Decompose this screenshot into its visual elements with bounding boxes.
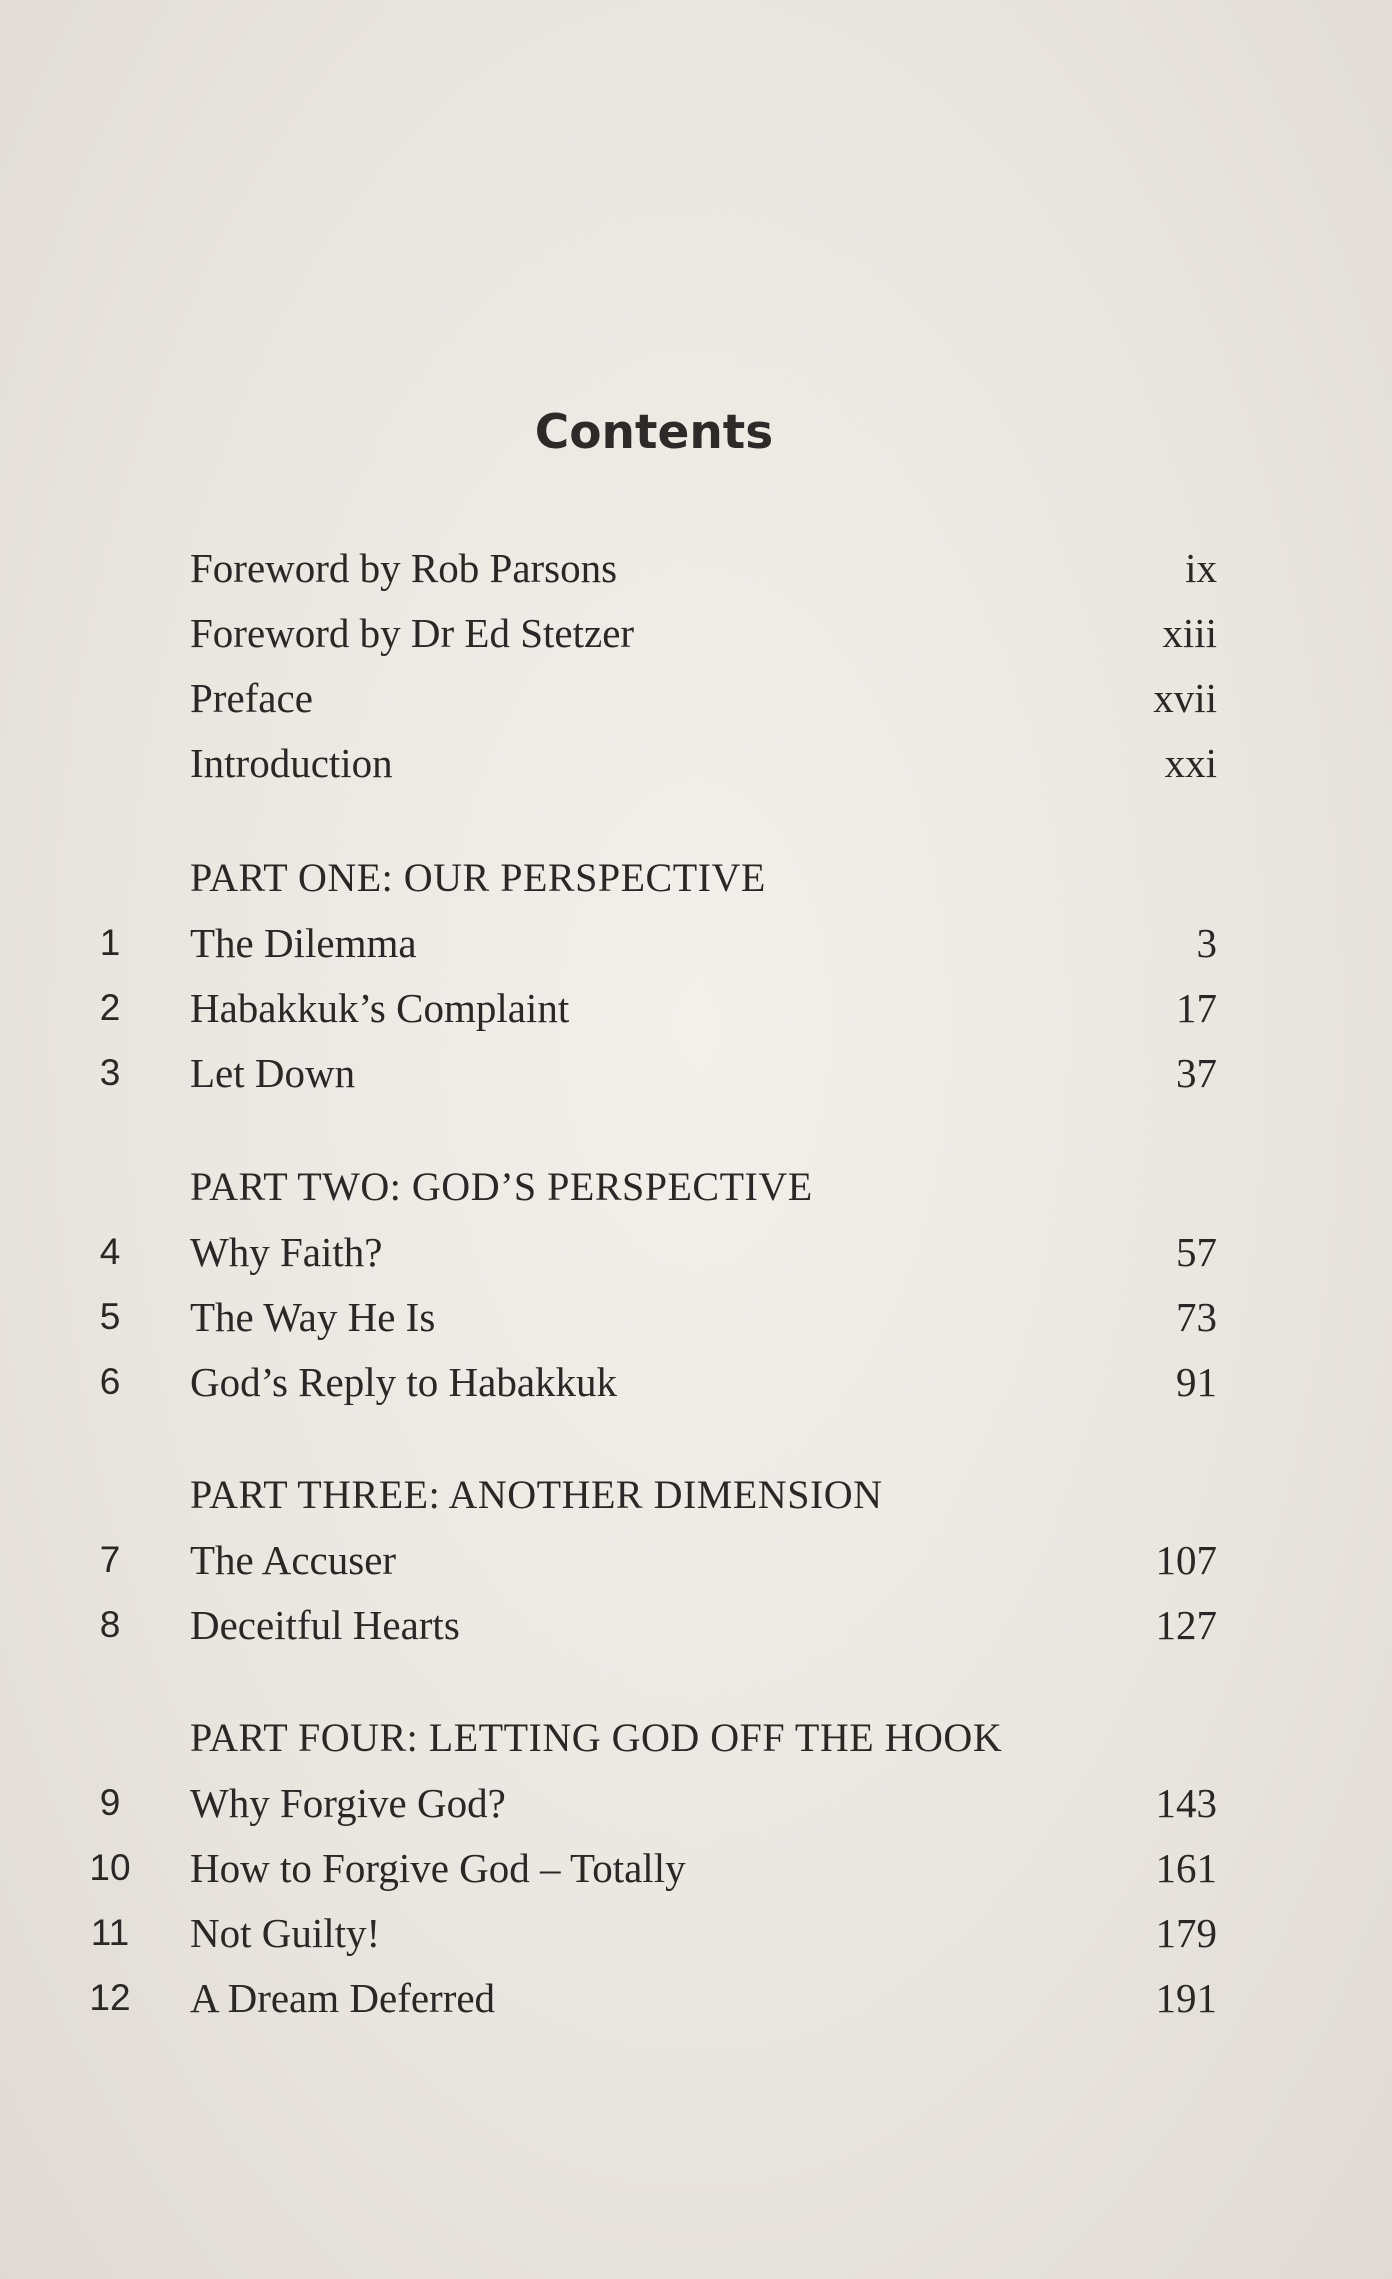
chapter-number: 5: [99, 1296, 121, 1337]
chapter-page: 73: [1176, 1294, 1217, 1340]
toc-entry-preface: [0, 668, 1392, 728]
toc-chapter-row: [0, 1773, 1392, 1833]
toc-chapter-row: [0, 978, 1392, 1038]
chapter-number: 3: [99, 1052, 121, 1093]
part-heading-three: PART THREE: ANOTHER DIMENSION: [190, 1472, 883, 1517]
toc-chapter-row: [0, 1838, 1392, 1898]
toc-entry-page: ix: [1185, 545, 1217, 591]
toc-chapter-row: [0, 1595, 1392, 1655]
part-heading-two: PART TWO: GOD’S PERSPECTIVE: [190, 1164, 813, 1209]
chapter-number: 7: [99, 1539, 121, 1580]
chapter-page: 17: [1176, 985, 1217, 1031]
chapter-title: Not Guilty!: [190, 1910, 381, 1956]
chapter-number: 11: [90, 1912, 130, 1953]
chapter-title: A Dream Deferred: [190, 1975, 496, 2021]
toc-chapter-row: [0, 913, 1392, 973]
chapter-page: 127: [1155, 1602, 1217, 1648]
page-title: Contents: [534, 405, 774, 460]
chapter-number: 4: [99, 1231, 121, 1272]
chapter-title: Habakkuk’s Complaint: [190, 985, 570, 1031]
chapter-number: 9: [99, 1782, 121, 1823]
chapter-page: 179: [1155, 1910, 1217, 1956]
toc-entry-foreword-stetzer: [0, 603, 1392, 663]
toc-entry-label: Introduction: [190, 740, 393, 786]
chapter-number: 12: [89, 1977, 131, 2018]
chapter-title: Deceitful Hearts: [190, 1602, 460, 1648]
chapter-page: 3: [1196, 920, 1217, 966]
chapter-number: 8: [99, 1604, 121, 1645]
toc-chapter-row: [0, 1530, 1392, 1590]
toc-entry-label: Preface: [190, 675, 313, 721]
chapter-title: The Dilemma: [190, 920, 417, 966]
chapter-page: 37: [1176, 1050, 1217, 1096]
part-heading-one: PART ONE: OUR PERSPECTIVE: [190, 855, 766, 900]
chapter-title: How to Forgive God – Totally: [190, 1845, 686, 1891]
toc-chapter-row: [0, 1352, 1392, 1412]
chapter-page: 191: [1155, 1975, 1217, 2021]
chapter-title: The Accuser: [190, 1537, 397, 1583]
chapter-title: Why Forgive God?: [190, 1780, 506, 1826]
chapter-title: Why Faith?: [190, 1229, 383, 1275]
chapter-title: Let Down: [190, 1050, 356, 1096]
toc-entry-page: xxi: [1164, 740, 1217, 786]
chapter-page: 57: [1176, 1229, 1217, 1275]
toc-chapter-row: [0, 1222, 1392, 1282]
toc-entry-page: xvii: [1153, 675, 1217, 721]
chapter-page: 91: [1176, 1359, 1217, 1405]
chapter-title: God’s Reply to Habakkuk: [190, 1359, 618, 1405]
chapter-number: 10: [89, 1847, 131, 1888]
chapter-number: 2: [99, 987, 121, 1028]
chapter-page: 143: [1155, 1780, 1217, 1826]
toc-entry-page: xiii: [1162, 610, 1217, 656]
toc-chapter-row: [0, 1043, 1392, 1103]
toc-chapter-row: [0, 1968, 1392, 2028]
toc-chapter-row: [0, 1287, 1392, 1347]
toc-entry-label: Foreword by Rob Parsons: [190, 545, 618, 591]
toc-chapter-row: [0, 1903, 1392, 1963]
part-heading-four: PART FOUR: LETTING GOD OFF THE HOOK: [190, 1715, 1003, 1760]
toc-entry-introduction: [0, 733, 1392, 793]
chapter-page: 161: [1155, 1845, 1217, 1891]
chapter-number: 6: [99, 1361, 121, 1402]
chapter-page: 107: [1155, 1537, 1217, 1583]
toc-entry-label: Foreword by Dr Ed Stetzer: [190, 610, 635, 656]
toc-entry-foreword-parsons: [0, 538, 1392, 598]
chapter-number: 1: [99, 922, 121, 963]
chapter-title: The Way He Is: [190, 1294, 436, 1340]
